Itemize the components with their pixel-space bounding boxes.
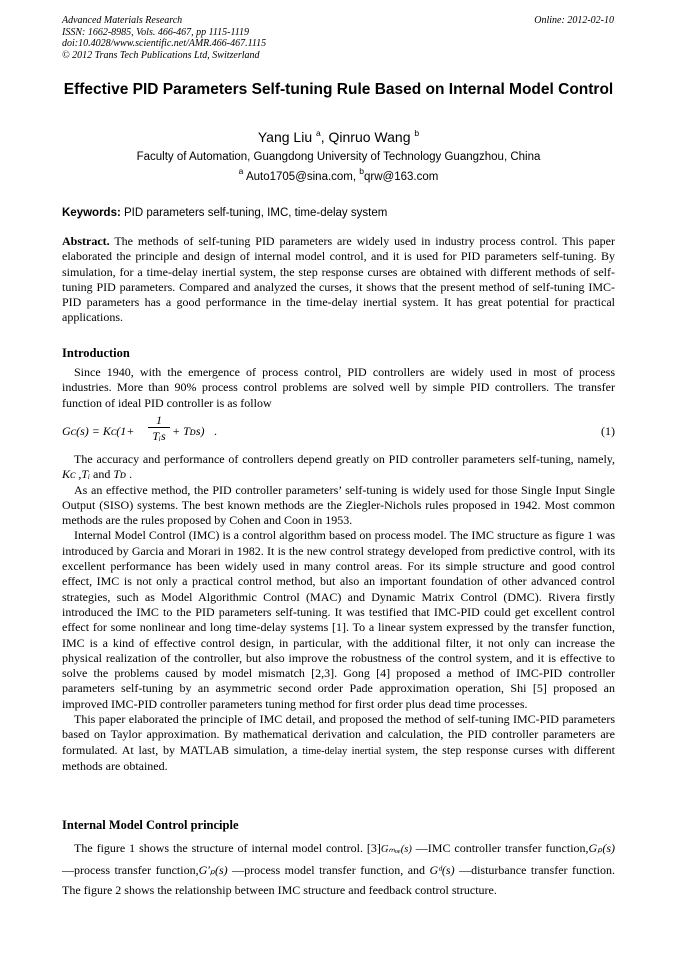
text-run: —disturbance transfer function. The figure 2 shows the relationship between IMC structure and feedback control structure. [62, 863, 616, 897]
equation-period: . [214, 424, 217, 438]
intro-paragraphs [62, 452, 615, 774]
section-heading-imc-principle: Internal Model Control principle [62, 818, 239, 832]
email-address: qrw@163.com [364, 171, 439, 183]
text-run: —IMC controller transfer function, [411, 841, 589, 855]
author-name: Yang Liu [257, 129, 313, 145]
math-inline: Gʹₚ(s) [198, 863, 228, 877]
text-run: The figure 1 shows the structure of internal model control. [3] [74, 841, 381, 855]
equation-rhs: + Tᴅs) [172, 424, 205, 438]
math-inline: Kᴄ ,Tᵢ [62, 467, 90, 482]
text-run: , the step response curses with different methods are obtained. [62, 742, 615, 773]
keywords-label: Keywords: [62, 207, 121, 219]
text-run: . [126, 467, 133, 482]
math-inline: Tᴅ [113, 467, 127, 482]
email-line [62, 166, 615, 184]
equation-1 [62, 413, 615, 449]
intro-paragraph-1 [62, 365, 615, 411]
issn-line: ISSN: 1662-8985, Vols. 466-467, pp 1115-1119 [62, 26, 250, 38]
paragraph [62, 712, 615, 774]
paragraph [62, 838, 615, 900]
paper-title: Effective PID Parameters Self-tuning Rule Based on Internal Model Control [63, 81, 614, 98]
text-run: and [90, 467, 114, 482]
abstract [62, 234, 615, 326]
text-run: The accuracy and performance of controllers depend greatly on PID controller parameters self-tuning, namely, [74, 452, 615, 466]
abstract-text: The methods of self-tuning PID parameters are widely used in industry process control. This paper elaborated the principle and design of internal model control, and it is used for PID parameters self-tuning. By simulation, for a time-delay inertial system, the step response curses are obtained with different methods of self-tuning PID parameters. Compared and analyzed the curses, it shows that the present method of self-tuning IMC-PID parameters has a good performance in the time-delay inertial system. It has great potential for practical applications. [62, 234, 615, 325]
author-separator: , [320, 129, 329, 145]
equation-number: (1) [601, 424, 615, 438]
keywords [62, 206, 615, 220]
fraction-denominator: Tᵢs [152, 429, 166, 443]
journal-header [62, 15, 266, 61]
text-run: —process transfer function, [62, 863, 199, 877]
text-run: This paper elaborated the principle of IMC detail, and proposed the method of self-tuning IMC-PID parameters based on Taylor approximation. By mathematical derivation and calculation, the PID controller parameters are formulated. At last, by MATLAB simulation, a [62, 712, 615, 757]
paragraph: As an effective method, the PID controller parameters’ self-tuning is widely used for those Single Input Single Output (SISO) systems. The best known methods are the Ziegler-Nichols rules proposed in 1942. Most common methods are the rules proposed by Cohen and Coon in 1953. [62, 482, 615, 528]
affiliation: Faculty of Automation, Guangdong University of Technology Guangzhou, China [136, 151, 541, 163]
email-address: Auto1705@sina.com, [243, 171, 360, 183]
math-inline: Gᵈ(s) [429, 863, 455, 877]
fraction-numerator: 1 [148, 413, 170, 428]
text-run-small: time-delay inertial system [302, 745, 415, 757]
imc-principle-paragraph [62, 838, 615, 900]
author-mark: b [414, 128, 420, 138]
doi-line: doi:10.4028/www.scientific.net/AMR.466-467.1115 [62, 38, 267, 49]
journal-name: Advanced Materials Research [62, 15, 183, 26]
section-heading-introduction: Introduction [62, 346, 130, 360]
equation-fraction [148, 413, 170, 444]
author-mark: a [316, 128, 321, 138]
paragraph: Since 1940, with the emergence of process control, PID controllers are widely used in most of process industries. More than 90% process control problems are solved well by simple PID controllers. The transfer function of ideal PID controller is as follow [62, 365, 615, 410]
email-mark: a [238, 166, 244, 176]
math-inline: Gₚ(s) [588, 841, 615, 855]
paragraph [62, 452, 615, 483]
paragraph: Internal Model Control (IMC) is a control algorithm based on process model. The IMC structure as figure 1 was introduced by Garcia and Morari in 1982. It is the new control strategy developed from predictive control, with its excellent performance has been widely used in many control areas. For its simple structure and good control effect, IMC is not only a practical control method, but also an important foundation of other advanced control strategies, such as Model Algorithmic Control (MAC) and Dynamic Matrix Control (DMC). Rivera firstly introduced the IMC to the PID parameters self-tuning. It was testified that IMC-PID could get excellent control effect for some nonlinear and long time-delay systems [1]. To a linear system expressed by the transfer function, IMC is a kind of effective control design, in particular, with the additional filter, it not only can increase the physical realization of the controller, but also improve the robustness of the control system, and it is effective to solve the problems caused by model mismatch [2,3]. Gong [4] proposed a method of IMC-PID controller parameters self-tuning by an asymmetric second order Pade approximation operation, Shi [5] proposed an improved IMC-PID controller parameters tuning method for first order plus dead time processes. [62, 528, 615, 711]
math-inline: Gₘₒₑ(s) [380, 844, 412, 855]
text-run: —process model transfer function, and [227, 863, 430, 877]
email-mark: b [359, 166, 365, 176]
author-name: Qinruo Wang [328, 129, 411, 145]
abstract-label: Abstract. [62, 234, 110, 248]
online-date: Online: 2012-02-10 [534, 15, 614, 26]
author-line [62, 128, 615, 146]
copyright-line: © 2012 Trans Tech Publications Ltd, Switzerland [62, 49, 260, 61]
equation-lhs: Gᴄ(s) = Kᴄ(1+ [62, 424, 135, 438]
keywords-text: PID parameters self-tuning, IMC, time-delay system [120, 207, 388, 219]
